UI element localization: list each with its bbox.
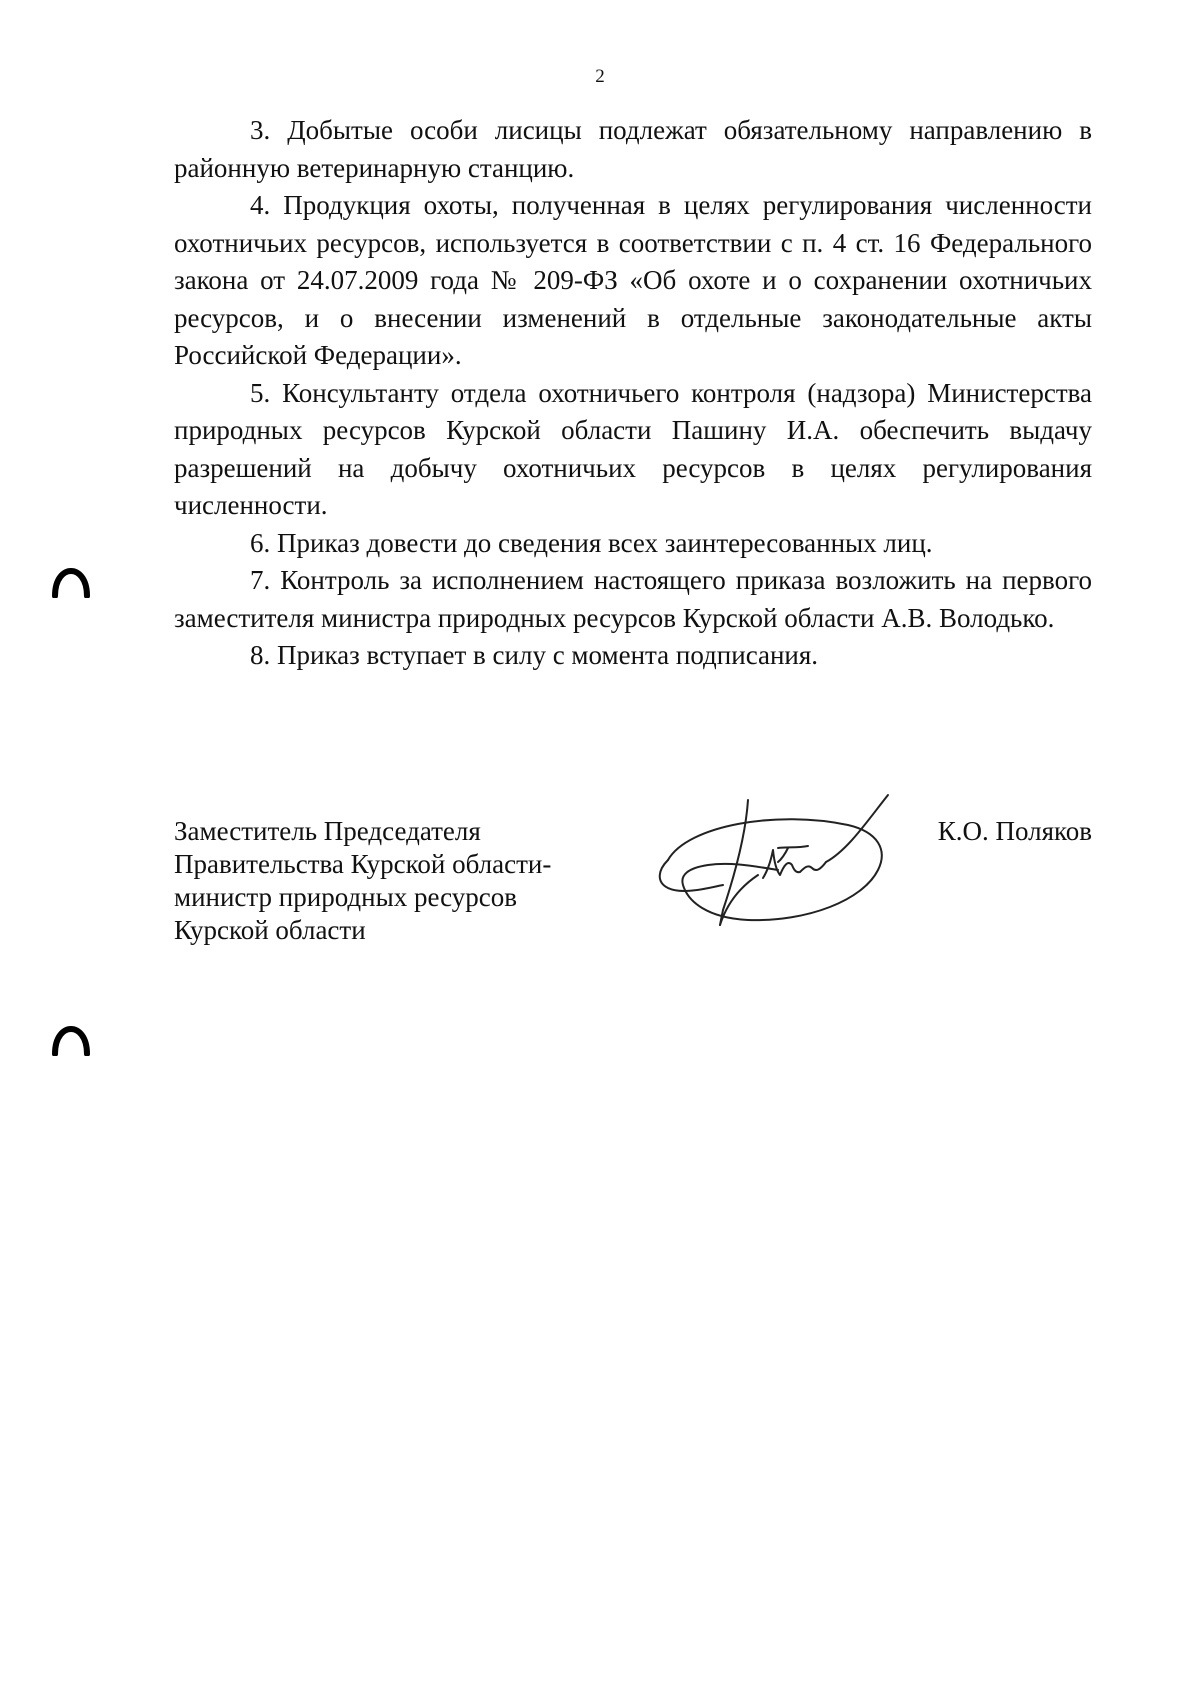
position-line: министр природных ресурсов <box>174 882 518 912</box>
paragraph-8: 8. Приказ вступает в силу с момента подписания. <box>250 640 819 670</box>
paragraph-3: 3. Добытые особи лисицы подлежат обязательному направлению в районную ветеринарную станцию. <box>174 115 1092 183</box>
paragraph-7: 7. Контроль за исполнением настоящего приказа возложить на первого заместителя министра природных ресурсов Курской области А.В. Володько. <box>174 565 1092 633</box>
binder-hole-mark <box>52 568 90 598</box>
page-number: 2 <box>595 66 605 87</box>
binder-hole-mark <box>52 1026 90 1056</box>
handwritten-signature <box>628 790 948 940</box>
position-line: Курской области <box>174 915 366 945</box>
position-line: Правительства Курской области- <box>174 849 552 879</box>
paragraph-6: 6. Приказ довести до сведения всех заинтересованных лиц. <box>250 527 933 558</box>
paragraph-5: 5. Консультанту отдела охотничьего контроля (надзора) Министерства природных ресурсов Курской области Пашину И.А. обеспечить выдачу разрешений на добычу охотничьих ресурсов в целях регулирования численности. <box>174 377 1092 520</box>
document-body <box>174 112 1092 675</box>
signatory-position <box>174 815 634 947</box>
signer-name: К.О. Поляков <box>937 816 1092 846</box>
paragraph-4: 4. Продукция охоты, полученная в целях регулирования численности охотничьих ресурсов, используется в соответствии с п. 4 ст. 16 Федерального закона от 24.07.2009 года № 209-ФЗ «Об охоте и о сохранении охотничьих ресурсов, и о внесении изменений в отдельные законодательные акты Российской Федерации». <box>174 190 1092 370</box>
position-line: Заместитель Председателя <box>174 816 481 846</box>
